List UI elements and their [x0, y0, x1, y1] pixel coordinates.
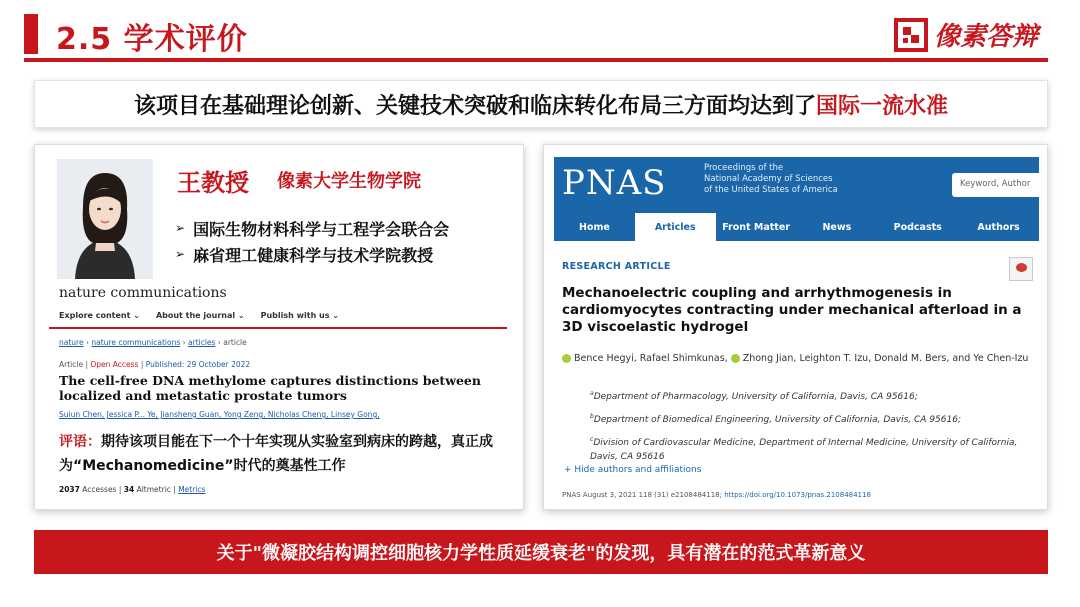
accesses-label: Accesses — [82, 485, 117, 494]
article-title[interactable]: The cell-free DNA methylome captures distinctions between localized and metastatic prostate tumors — [59, 373, 481, 403]
brand-logo — [894, 16, 1038, 53]
footer-banner — [34, 530, 1048, 574]
published-date: Published: 29 October 2022 — [145, 360, 251, 369]
professor-photo — [57, 159, 153, 279]
orcid-icon[interactable] — [731, 354, 740, 363]
journal-divider — [49, 327, 507, 329]
headline — [134, 89, 948, 120]
affiliations — [590, 387, 1030, 470]
title-text: 国际生物材料科学与工程学会联合会 — [193, 219, 450, 239]
breadcrumb-separator: › — [180, 338, 189, 347]
pnas-card — [543, 144, 1048, 510]
title-divider — [24, 58, 1048, 62]
citation — [562, 491, 871, 499]
comment-text: 期待该项目能在下一个十年实现从实验室到病床的跨越，真正成为“Mechanomedicine”时代的奠基性工作 — [59, 434, 493, 474]
affiliation-text: Department of Pharmacology, University of California, Davis, CA 95616; — [593, 392, 918, 402]
nav-publish-with-us[interactable]: Publish with us ⌄ — [260, 311, 339, 320]
arrow-bullet-icon: ➢ — [175, 221, 186, 235]
authors-text[interactable]: Zhong Jian, Leighton T. Izu, Donald M. Bers, and Ye Chen-Izu — [742, 353, 1029, 364]
tab-articles[interactable]: Articles — [635, 213, 716, 241]
breadcrumb — [59, 338, 247, 347]
citation-text: PNAS August 3, 2021 118 (31) e2108484118; — [562, 491, 722, 499]
pnas-subtitle-line: Proceedings of the — [704, 163, 784, 173]
footer-text: 关于"微凝胶结构调控细胞核力学性质延缓衰老"的发现，具有潜在的范式革新意义 — [216, 543, 866, 564]
tab-news[interactable]: News — [822, 221, 852, 233]
breadcrumb-separator: › — [215, 338, 224, 347]
professor-card — [34, 144, 524, 510]
altmetric-label: Altmetric — [136, 485, 171, 494]
journal-brand: nature communications — [59, 285, 227, 301]
affiliation-text: Department of Biomedical Engineering, University of California, Davis, CA 95616; — [593, 415, 961, 425]
authors-text[interactable]: Bence Hegyi, Rafael Shimkunas, — [574, 353, 728, 364]
tab-home[interactable]: Home — [579, 221, 610, 233]
article-type: Article — [59, 360, 84, 369]
article-title[interactable]: Mechanoelectric coupling and arrhythmogenesis in cardiomyocytes contracting under mechanical afterload in a 3D viscoelastic hydrogel — [562, 285, 1022, 335]
article-stats: 2037 Accesses | 34 Altmetric | Metrics — [59, 485, 206, 494]
tab-authors[interactable]: Authors — [977, 221, 1020, 233]
hide-authors-link[interactable]: + Hide authors and affiliations — [564, 465, 702, 475]
professor-titles — [175, 215, 449, 267]
professor-name: 王教授 — [177, 169, 249, 197]
tab-front-matter[interactable]: Front Matter — [722, 221, 790, 233]
pnas-nav — [554, 213, 1039, 241]
affiliation-text: Division of Cardiovascular Medicine, Department of Internal Medicine, University of California, Davis, CA 95616 — [590, 438, 1018, 462]
brand-name: 像素答辩 — [933, 22, 1038, 52]
title-text: 麻省理工健康科学与技术学院教授 — [193, 245, 434, 265]
article-authors[interactable]: Suiun Chen, Jessica P... Ye, Jiansheng Guan, Yong Zeng, Nicholas Cheng, Linsey Gong, — [59, 410, 380, 419]
metrics-link[interactable]: Metrics — [178, 485, 206, 494]
nav-explore-content[interactable]: Explore content ⌄ — [59, 311, 140, 320]
pixel-logo-icon — [894, 18, 928, 52]
pnas-subtitle-line: National Academy of Sciences — [704, 174, 833, 184]
journal-nav — [59, 311, 339, 320]
affiliation-item — [590, 410, 1030, 427]
headline-text: 该项目在基础理论创新、关键技术突破和临床转化布局三方面均达到了 — [133, 93, 816, 119]
altmetric-count: 34 — [123, 485, 135, 494]
nav-about-journal[interactable]: About the journal ⌄ — [155, 311, 245, 320]
professor-department: 像素大学生物学院 — [277, 171, 421, 192]
breadcrumb-link[interactable]: nature — [59, 338, 84, 347]
section-label: RESEARCH ARTICLE — [562, 261, 671, 272]
pnas-subtitle-line: of the United States of America — [704, 185, 838, 195]
title-item — [175, 215, 449, 241]
open-access-label: Open Access — [90, 360, 139, 369]
meta-separator: | — [83, 360, 91, 369]
doi-link[interactable]: https://doi.org/10.1073/pnas.2108484118 — [724, 491, 871, 499]
affiliation-mark: a — [590, 390, 594, 397]
affiliation-mark: b — [590, 413, 594, 420]
pnas-logo[interactable]: PNAS — [562, 163, 667, 203]
breadcrumb-link[interactable]: nature communications — [91, 338, 181, 347]
comment-label: 评语： — [59, 434, 101, 450]
orcid-icon[interactable] — [562, 354, 571, 363]
breadcrumb-link[interactable]: articles — [188, 338, 216, 347]
article-authors — [562, 351, 1032, 366]
breadcrumb-current: article — [223, 338, 247, 347]
title-item — [175, 241, 449, 267]
search-input[interactable]: Keyword, Author — [952, 173, 1039, 197]
affiliation-item — [590, 387, 1030, 404]
affiliation-item — [590, 433, 1030, 464]
arrow-bullet-icon: ➢ — [175, 247, 186, 261]
meta-separator: | — [138, 360, 146, 369]
affiliation-mark: c — [590, 436, 594, 443]
review-comment — [59, 430, 505, 478]
slide-title: 2.5 学术评价 — [56, 22, 248, 57]
tab-podcasts[interactable]: Podcasts — [893, 221, 942, 233]
breadcrumb-separator: › — [83, 338, 92, 347]
pnas-subtitle — [704, 163, 838, 196]
article-meta — [59, 360, 250, 369]
crossmark-icon[interactable] — [1009, 257, 1033, 281]
accesses-count: 2037 — [59, 485, 80, 494]
headline-box — [34, 80, 1048, 128]
headline-highlight: 国际一流水准 — [816, 93, 949, 119]
title-accent-bar — [24, 14, 38, 54]
pnas-header — [554, 157, 1039, 213]
